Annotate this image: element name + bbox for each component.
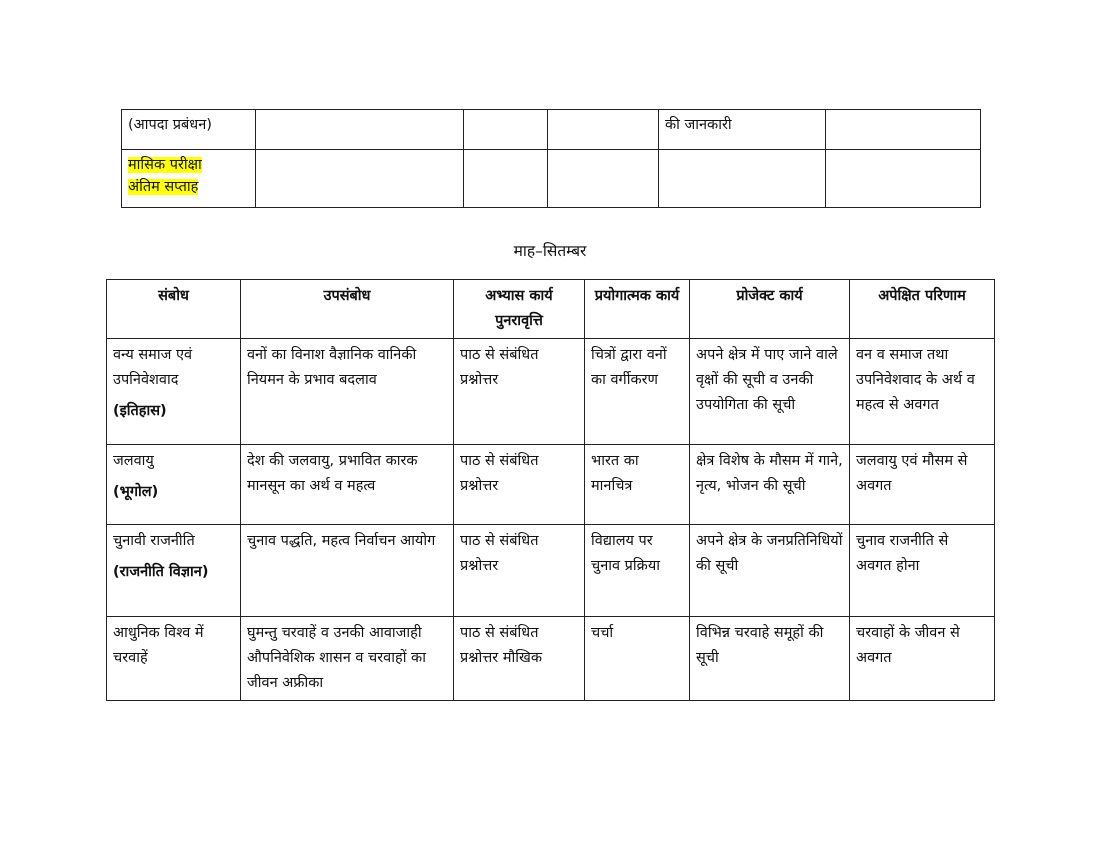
table-cell: भारत का मानचित्र xyxy=(585,445,690,525)
topic-text: आधुनिक विश्व में चरवाहें xyxy=(113,625,204,666)
table-cell xyxy=(548,150,659,208)
topic-cell xyxy=(107,339,241,445)
table-cell: विद्यालय पर चुनाव प्रक्रिया xyxy=(585,525,690,617)
table-cell: की जानकारी xyxy=(659,110,826,150)
table-row xyxy=(107,339,995,445)
subject-label: (भूगोल) xyxy=(113,484,159,500)
table-cell: (आपदा प्रबंधन) xyxy=(122,110,256,150)
table-cell: चरवाहों के जीवन से अवगत xyxy=(850,617,995,701)
table-cell xyxy=(826,110,981,150)
table-cell xyxy=(464,150,548,208)
table-cell: पाठ से संबंधित प्रश्नोत्तर xyxy=(454,445,585,525)
topic-cell xyxy=(107,617,241,701)
column-header: प्रोजेक्ट कार्य xyxy=(690,280,850,339)
month-title: माह–सितम्बर xyxy=(513,242,587,260)
highlighted-text: अंतिम सप्ताह xyxy=(128,179,199,195)
table-cell: अपने क्षेत्र में पाए जाने वाले वृक्षों की सूची व उनकी उपयोगिता की सूची xyxy=(690,339,850,445)
table-cell: पाठ से संबंधित प्रश्नोत्तर xyxy=(454,525,585,617)
topic-text: जलवायु xyxy=(113,453,154,469)
table-cell: घुमन्तु चरवाहें व उनकी आवाजाही औपनिवेशिक शासन व चरवाहों का जीवन अफ्रीका xyxy=(241,617,454,701)
table-row xyxy=(107,445,995,525)
table-cell: वन व समाज तथा उपनिवेशवाद के अर्थ व महत्व से अवगत xyxy=(850,339,995,445)
table-header-row xyxy=(107,280,995,339)
table-row xyxy=(107,617,995,701)
table-cell xyxy=(659,150,826,208)
table-cell: चर्चा xyxy=(585,617,690,701)
subject-label: (राजनीति विज्ञान) xyxy=(113,564,209,580)
table-cell: जलवायु एवं मौसम से अवगत xyxy=(850,445,995,525)
subject-label: (इतिहास) xyxy=(113,403,167,419)
column-header: उपसंबोध xyxy=(241,280,454,339)
table-cell: विभिन्न चरवाहे समूहों की सूची xyxy=(690,617,850,701)
table-cell xyxy=(256,150,464,208)
table-cell: क्षेत्र विशेष के मौसम में गाने, नृत्य, भोजन की सूची xyxy=(690,445,850,525)
column-header: प्रयोगात्मक कार्य xyxy=(585,280,690,339)
highlighted-text: मासिक परीक्षा xyxy=(128,157,202,173)
september-plan-table xyxy=(106,279,995,701)
table-row xyxy=(122,150,981,208)
table-cell: चुनाव राजनीति से अवगत होना xyxy=(850,525,995,617)
table-cell: अपने क्षेत्र के जनप्रतिनिधियों की सूची xyxy=(690,525,850,617)
previous-month-table xyxy=(121,109,981,208)
table-cell xyxy=(548,110,659,150)
column-header: अभ्यास कार्य पुनरावृत्ति xyxy=(454,280,585,339)
table-cell xyxy=(464,110,548,150)
table-cell: पाठ से संबंधित प्रश्नोत्तर xyxy=(454,339,585,445)
table-cell xyxy=(256,110,464,150)
table-cell: वनों का विनाश वैज्ञानिक वानिकी नियमन के प्रभाव बदलाव xyxy=(241,339,454,445)
topic-text: वन्य समाज एवं उपनिवेशवाद xyxy=(113,347,193,388)
column-header: अपेक्षित परिणाम xyxy=(850,280,995,339)
topic-text: चुनावी राजनीति xyxy=(113,533,195,549)
column-header: संबोध xyxy=(107,280,241,339)
table-cell xyxy=(826,150,981,208)
table-row xyxy=(122,110,981,150)
table-cell: पाठ से संबंधित प्रश्नोत्तर मौखिक xyxy=(454,617,585,701)
table-cell: चुनाव पद्धति, महत्व निर्वाचन आयोग xyxy=(241,525,454,617)
table-cell: चित्रों द्वारा वनों का वर्गीकरण xyxy=(585,339,690,445)
topic-cell xyxy=(107,525,241,617)
table-row xyxy=(107,525,995,617)
table-cell: देश की जलवायु, प्रभावित कारक मानसून का अर्थ व महत्व xyxy=(241,445,454,525)
table-cell xyxy=(122,150,256,208)
topic-cell xyxy=(107,445,241,525)
